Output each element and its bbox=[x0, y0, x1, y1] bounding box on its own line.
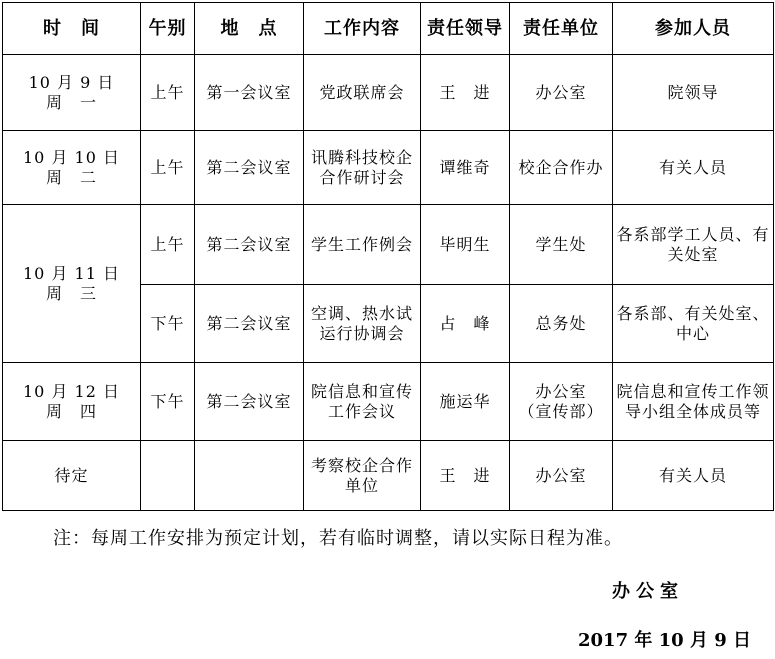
participants-cell: 有关人员 bbox=[613, 131, 774, 205]
time-cell bbox=[3, 131, 141, 205]
leader-cell: 王 进 bbox=[421, 55, 510, 131]
participants-cell: 院领导 bbox=[613, 55, 774, 131]
table-row bbox=[3, 55, 774, 131]
unit-line: 办公室 bbox=[535, 381, 587, 401]
period-cell: 上午 bbox=[141, 205, 195, 285]
issue-date: 2017 年 10 月 9 日 bbox=[578, 630, 752, 651]
time-cell bbox=[3, 205, 141, 363]
place-cell bbox=[195, 441, 304, 511]
content-cell: 院信息和宣传工作会议 bbox=[304, 363, 421, 441]
issuer-signature: 办公室 bbox=[612, 581, 684, 602]
header-row bbox=[3, 3, 774, 55]
participants-cell: 有关人员 bbox=[613, 441, 774, 511]
participants-cell: 院信息和宣传工作领导小组全体成员等 bbox=[613, 363, 774, 441]
weekday-text: 周 一 bbox=[45, 92, 97, 112]
place-cell: 第一会议室 bbox=[195, 55, 304, 131]
period-cell: 下午 bbox=[141, 363, 195, 441]
leader-cell: 施运华 bbox=[421, 363, 510, 441]
unit-cell: 学生处 bbox=[510, 205, 613, 285]
place-cell: 第二会议室 bbox=[195, 131, 304, 205]
header-time: 时 间 bbox=[3, 3, 141, 55]
leader-cell: 谭维奇 bbox=[421, 131, 510, 205]
weekly-schedule-table bbox=[2, 2, 774, 511]
unit-cell: 校企合作办 bbox=[510, 131, 613, 205]
content-cell: 讯腾科技校企合作研讨会 bbox=[304, 131, 421, 205]
content-cell: 考察校企合作单位 bbox=[304, 441, 421, 511]
table-row bbox=[3, 363, 774, 441]
participants-cell: 各系部学工人员、有关处室 bbox=[613, 205, 774, 285]
leader-cell: 王 进 bbox=[421, 441, 510, 511]
date-text: 10 月 10 日 bbox=[23, 147, 120, 167]
content-cell: 学生工作例会 bbox=[304, 205, 421, 285]
unit-cell bbox=[510, 363, 613, 441]
date-text: 10 月 11 日 bbox=[23, 263, 120, 283]
participants-cell: 各系部、有关处室、中心 bbox=[613, 285, 774, 363]
period-cell: 上午 bbox=[141, 55, 195, 131]
time-cell bbox=[3, 363, 141, 441]
header-content: 工作内容 bbox=[304, 3, 421, 55]
place-cell: 第二会议室 bbox=[195, 285, 304, 363]
place-cell: 第二会议室 bbox=[195, 205, 304, 285]
period-cell: 下午 bbox=[141, 285, 195, 363]
place-cell: 第二会议室 bbox=[195, 363, 304, 441]
weekday-text: 周 二 bbox=[45, 167, 97, 187]
header-unit: 责任单位 bbox=[510, 3, 613, 55]
unit-cell: 办公室 bbox=[510, 441, 613, 511]
leader-cell: 占 峰 bbox=[421, 285, 510, 363]
unit-cell: 办公室 bbox=[510, 55, 613, 131]
date-text: 10 月 9 日 bbox=[28, 72, 115, 92]
leader-cell: 毕明生 bbox=[421, 205, 510, 285]
period-cell: 上午 bbox=[141, 131, 195, 205]
table-row bbox=[3, 205, 774, 285]
content-cell: 党政联席会 bbox=[304, 55, 421, 131]
time-cell bbox=[3, 55, 141, 131]
header-place: 地 点 bbox=[195, 3, 304, 55]
schedule-note: 注：每周工作安排为预定计划，若有临时调整，请以实际日程为准。 bbox=[53, 528, 623, 549]
content-cell: 空调、热水试运行协调会 bbox=[304, 285, 421, 363]
weekday-text: 周 四 bbox=[45, 401, 97, 421]
header-leader: 责任领导 bbox=[421, 3, 510, 55]
date-text: 10 月 12 日 bbox=[23, 381, 120, 401]
table-row bbox=[3, 441, 774, 511]
header-participants: 参加人员 bbox=[613, 3, 774, 55]
period-cell bbox=[141, 441, 195, 511]
table-row bbox=[3, 131, 774, 205]
unit-cell: 总务处 bbox=[510, 285, 613, 363]
time-cell: 待定 bbox=[3, 441, 141, 511]
header-period: 午别 bbox=[141, 3, 195, 55]
unit-line: （宣传部） bbox=[518, 401, 604, 421]
weekday-text: 周 三 bbox=[45, 283, 97, 303]
